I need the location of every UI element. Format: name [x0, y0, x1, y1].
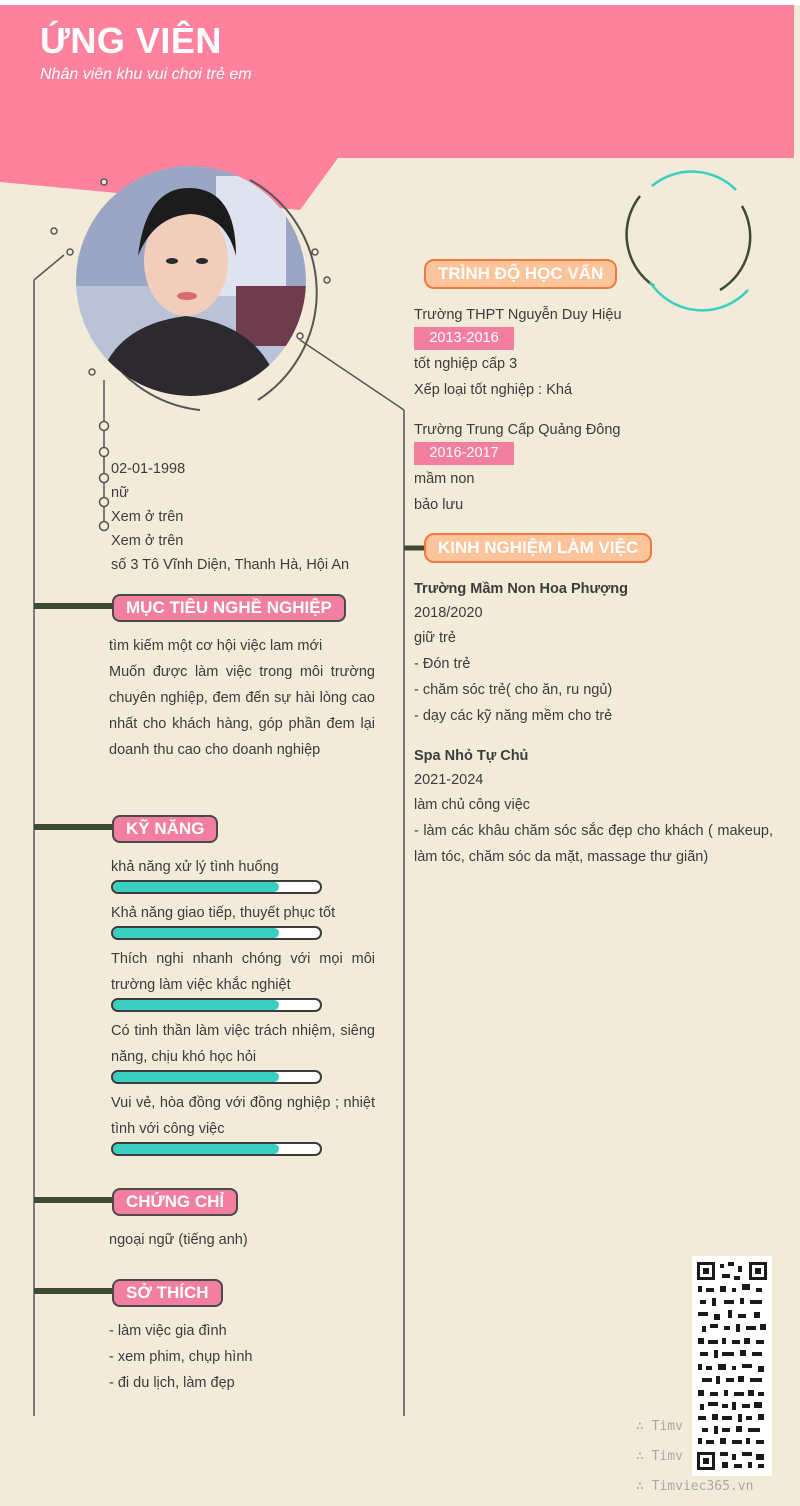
experience-company: Spa Nhỏ Tự Chủ [414, 748, 529, 764]
experience-company: Trường Mầm Non Hoa Phượng [414, 581, 629, 597]
objective-line1: tìm kiếm một cơ hội việc lam mới [109, 638, 323, 654]
experience-role: làm chủ công việc [414, 797, 531, 813]
section-connector [34, 1197, 114, 1203]
education-detail: bảo lưu [414, 497, 464, 513]
profile-photo [76, 166, 306, 396]
skill-bar [111, 1142, 322, 1156]
education-detail: tốt nghiệp cấp 3 [414, 356, 518, 372]
skill-label: Vui vẻ, hòa đồng với đồng nghiệp ; nhiệt tình với công việc [111, 1095, 375, 1137]
skill-label: Khả năng giao tiếp, thuyết phục tốt [111, 905, 336, 921]
education-detail: Xếp loại tốt nghiệp : Khá [414, 382, 573, 398]
email: Xem ở trên [111, 533, 184, 549]
education-years: 2016-2017 [414, 442, 514, 465]
birthday: 02-01-1998 [111, 461, 186, 477]
watermark-text: ∴ Timv [636, 1449, 683, 1464]
hobby-item: - làm việc gia đình [109, 1323, 227, 1339]
skill-bar-fill [113, 928, 279, 938]
experience-role: giữ trẻ [414, 630, 456, 646]
phone: Xem ở trên [111, 509, 184, 525]
experience-heading: KINH NGHIỆM LÀM VIỆC [424, 533, 652, 563]
candidate-name: ỨNG VIÊN [40, 20, 222, 61]
education-heading: TRÌNH ĐỘ HỌC VẤN [424, 259, 617, 289]
education-years: 2013-2016 [414, 327, 514, 350]
address: số 3 Tô Vĩnh Diện, Thanh Hà, Hội An [111, 557, 350, 573]
certificate-item: ngoại ngữ (tiếng anh) [109, 1232, 248, 1248]
skill-bar-fill [113, 1000, 279, 1010]
objective-heading: MỤC TIÊU NGHỀ NGHIỆP [112, 594, 346, 622]
education-school: Trường Trung Cấp Quảng Đông [414, 422, 621, 438]
skill-bar-fill [113, 1144, 279, 1154]
education-school: Trường THPT Nguyễn Duy Hiệu [414, 307, 622, 323]
watermark-text: ∴ Timviec365.vn [636, 1479, 754, 1494]
experience-task: - chăm sóc trẻ( cho ăn, ru ngủ) [414, 682, 613, 698]
experience-years: 2021-2024 [414, 772, 484, 788]
skill-label: khả năng xử lý tình huống [111, 859, 279, 875]
hobby-item: - xem phim, chụp hình [109, 1349, 253, 1365]
experience-task: - dạy các kỹ năng mềm cho trẻ [414, 708, 613, 724]
education-detail: mầm non [414, 471, 475, 487]
skill-label: Thích nghi nhanh chóng với mọi môi trường làm việc khắc nghiệt [111, 951, 375, 993]
skill-bar [111, 998, 322, 1012]
experience-task: - làm các khâu chăm sóc sắc đẹp cho khách ( makeup, làm tóc, chăm sóc da mặt, massage thư giãn) [414, 823, 773, 865]
skill-bar [111, 880, 322, 894]
hobbies-heading: SỞ THÍCH [112, 1279, 223, 1307]
section-connector [34, 603, 114, 609]
skills-heading: KỸ NĂNG [112, 815, 218, 843]
experience-task: - Đón trẻ [414, 656, 471, 672]
skill-bar-fill [113, 882, 279, 892]
skill-bar [111, 926, 322, 940]
certificates-heading: CHỨNG CHỈ [112, 1188, 238, 1216]
gender: nữ [111, 485, 129, 501]
skill-bar-fill [113, 1072, 279, 1082]
experience-years: 2018/2020 [414, 605, 483, 621]
objective-paragraph: Muốn được làm việc trong môi trường chuyên nghiệp, đem đến sự hài lòng cao nhất cho khách hàng, góp phần đem lại doanh thu cao cho doanh nghiệp [109, 664, 375, 758]
qr-code [692, 1256, 772, 1476]
job-title: Nhân viên khu vui chơi trẻ em [40, 66, 252, 83]
section-connector [34, 824, 114, 830]
section-connector [34, 1288, 114, 1294]
watermark-text: ∴ Timv [636, 1419, 683, 1434]
skill-bar [111, 1070, 322, 1084]
skill-label: Có tinh thần làm việc trách nhiệm, siêng năng, chịu khó học hỏi [111, 1023, 375, 1065]
hobby-item: - đi du lịch, làm đẹp [109, 1375, 235, 1391]
